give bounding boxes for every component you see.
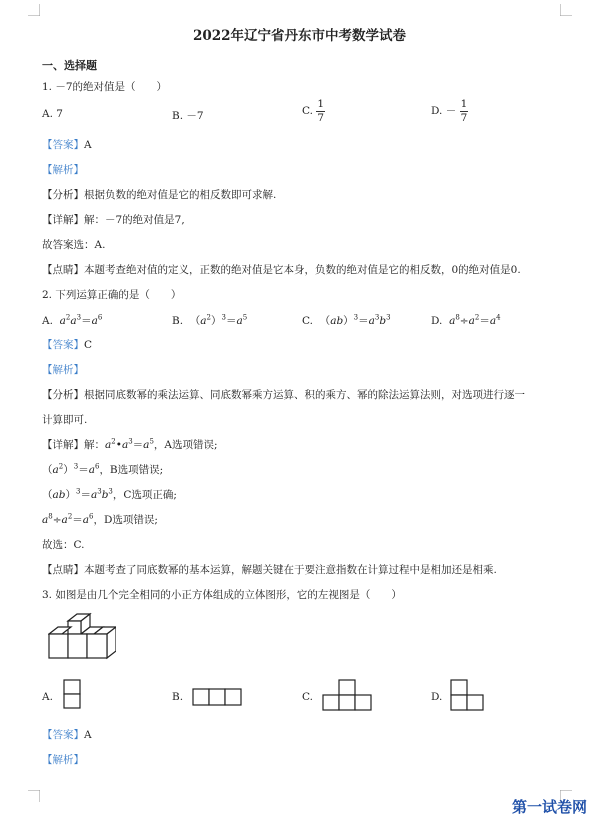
q2-fenxi: [42, 387, 525, 402]
q1-answer: [42, 137, 92, 152]
q2-answer-value: C: [84, 339, 93, 351]
q3-analysis-tag: 【解析】: [42, 754, 84, 766]
q3-option-d-label: D.: [431, 691, 443, 703]
q3-option-b-figure: [192, 688, 244, 706]
q2-option-b: B. $(a^2)^3=a^5$: [172, 313, 248, 327]
q2-fenxi-line2: 计算即可.: [42, 414, 88, 426]
fenxi-tag: 【分析】: [42, 189, 84, 201]
answer-tag: 【答案】: [42, 139, 84, 151]
corner-mark-bottom-left: [28, 790, 40, 802]
q2-line-c-suffix: ，C选项正确;: [112, 489, 177, 501]
q1-analysis-tag: 【解析】: [42, 164, 84, 176]
q2-xiangjie: 【详解】解：$a^2•a^3=a^5$，A选项错误;: [42, 437, 218, 451]
q2-fenxi-text: 根据同底数幂的乘法运算、同底数幂乘方运算、积的乘方、幂的除法运算法则，对选项进行逐一: [84, 389, 525, 401]
q1-option-a: A. 7: [42, 108, 63, 120]
q2-line-d: $a^8\div a^2=a^6$，D选项错误;: [42, 512, 158, 526]
q2-dianjing-text: 本题考查了同底数幂的基本运算，解题关键在于要注意指数在计算过程中是相加还是相乘.: [84, 564, 497, 576]
cube-front-face: [49, 634, 68, 658]
fraction-denominator: 7: [317, 111, 325, 124]
q2-option-a: A. $a^2a^3=a^6$: [42, 313, 103, 327]
q3-answer-value: A: [84, 729, 92, 741]
q3-option-b-label: B.: [172, 691, 184, 703]
q2-line-b: $(a^2)^3=a^6$，B选项错误;: [42, 462, 164, 476]
q1-option-d: [431, 99, 468, 123]
q3-option-c-figure: [322, 679, 374, 711]
q1-xiangjie-text: 解：－7的绝对值是7,: [84, 214, 185, 226]
q3-answer: [42, 727, 92, 742]
fraction-numerator: 1: [317, 98, 325, 110]
fraction-numerator: 1: [460, 98, 468, 110]
page-title: 2022年辽宁省丹东市中考数学试卷: [192, 28, 407, 44]
q1-dianjing-text: 本题考查绝对值的定义，正数的绝对值是它本身，负数的绝对值是它的相反数，0的绝对值是0.: [84, 264, 521, 276]
q3-cube-figure: [48, 612, 116, 660]
q1-fenxi: [42, 187, 276, 202]
q2-answer: [42, 337, 92, 352]
q1-option-d-label: D. －: [431, 105, 457, 117]
section-title: 一、选择题: [42, 59, 97, 72]
xiangjie-tag: 【详解】: [42, 439, 84, 451]
q1-answer-value: A: [84, 139, 92, 151]
cube-front-face: [87, 634, 107, 658]
footer-brand-logo: 第一试卷网: [511, 798, 587, 816]
q1-option-c-label: C.: [302, 105, 313, 117]
corner-mark-top-left: [28, 4, 40, 16]
fenxi-tag: 【分析】: [42, 389, 84, 401]
q3-option-d-figure: [450, 679, 484, 711]
q2-option-c: C. $(ab)^3=a^3b^3$: [302, 313, 391, 327]
q2-analysis-tag: 【解析】: [42, 364, 84, 376]
dianjing-tag: 【点睛】: [42, 564, 84, 576]
q2-line-a-suffix: ，A选项错误;: [153, 439, 218, 451]
q1-fenxi-text: 根据负数的绝对值是它的相反数即可求解.: [84, 189, 277, 201]
q1-stem: 1. －7的绝对值是（ ）: [42, 81, 168, 93]
corner-mark-top-right: [560, 4, 572, 16]
cube-front-face: [68, 634, 87, 658]
dianjing-tag: 【点睛】: [42, 264, 84, 276]
q2-line-c: $(ab)^3=a^3b^3$，C选项正确;: [42, 487, 177, 501]
fraction-denominator: 7: [460, 111, 468, 124]
q3-option-a-figure: [63, 679, 81, 709]
q2-option-d: D. $a^8\div a^2=a^4$: [431, 313, 501, 327]
q1-option-d-fraction: [460, 99, 469, 123]
q1-option-b: B. －7: [172, 110, 204, 122]
q1-dianjing: [42, 262, 521, 277]
q1-option-c-fraction: [316, 99, 325, 123]
q3-stem: 3. 如图是由几个完全相同的小正方体组成的立体图形，它的左视图是（ ）: [42, 589, 402, 601]
q3-option-a-label: A.: [42, 691, 53, 703]
q1-xiangjie: [42, 212, 185, 227]
q1-option-c: [302, 99, 325, 123]
q2-dianjing: [42, 562, 497, 577]
answer-tag: 【答案】: [42, 729, 84, 741]
q2-conclusion: 故选：C.: [42, 539, 85, 551]
q2-stem: 2. 下列运算正确的是（ ）: [42, 289, 182, 301]
q2-line-b-suffix: ，B选项错误;: [99, 464, 164, 476]
answer-tag: 【答案】: [42, 339, 84, 351]
xiangjie-tag: 【详解】: [42, 214, 84, 226]
q1-conclusion: 故答案选：A.: [42, 239, 106, 251]
q2-line-d-suffix: ，D选项错误;: [93, 514, 158, 526]
q3-option-c-label: C.: [302, 691, 313, 703]
